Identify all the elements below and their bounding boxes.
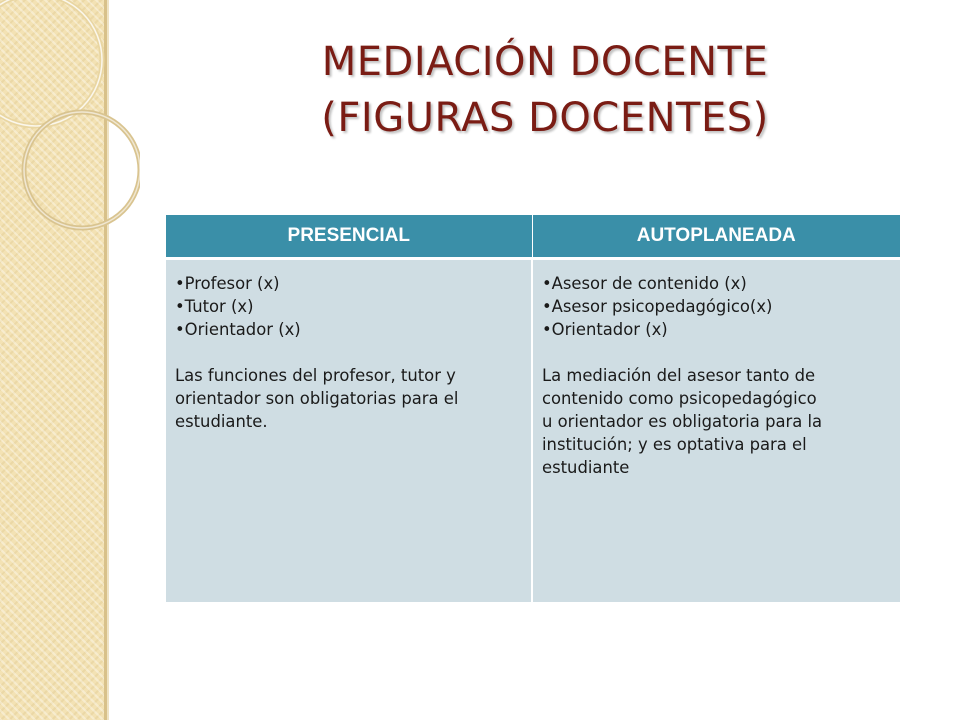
table-header-row xyxy=(166,215,900,259)
description-line: orientador son obligatorias para el xyxy=(175,389,459,408)
header-autoplaneada: AUTOPLANEADA xyxy=(532,215,900,259)
description-line: u orientador es obligatoria para la xyxy=(542,412,823,431)
presencial-description xyxy=(175,364,522,433)
description-line: institución; y es optativa para el xyxy=(542,435,807,454)
list-item: • Orientador (x) xyxy=(175,318,522,341)
description-line: estudiante xyxy=(542,458,630,477)
list-item: • Asesor psicopedagógico(x) xyxy=(542,295,891,318)
cell-presencial xyxy=(166,259,532,603)
header-presencial: PRESENCIAL xyxy=(166,215,532,259)
autoplaneada-description xyxy=(542,364,891,479)
slide-title xyxy=(200,34,890,146)
cell-autoplaneada xyxy=(532,259,900,603)
teaching-figures-table xyxy=(166,215,900,602)
list-item: • Asesor de contenido (x) xyxy=(542,272,891,295)
ring-lower-highlight xyxy=(24,112,140,228)
title-line-2: (FIGURAS DOCENTES) xyxy=(321,95,769,141)
table-row xyxy=(166,259,900,603)
list-item: • Profesor (x) xyxy=(175,272,522,295)
decorative-rings xyxy=(0,0,140,260)
list-item: • Tutor (x) xyxy=(175,295,522,318)
description-line: contenido como psicopedagógico xyxy=(542,389,817,408)
description-line: estudiante. xyxy=(175,412,268,431)
title-line-1: MEDIACIÓN DOCENTE xyxy=(321,39,769,85)
description-line: La mediación del asesor tanto de xyxy=(542,366,816,385)
description-line: Las funciones del profesor, tutor y xyxy=(175,366,456,385)
list-item: • Orientador (x) xyxy=(542,318,891,341)
ring-upper-highlight xyxy=(0,0,102,126)
